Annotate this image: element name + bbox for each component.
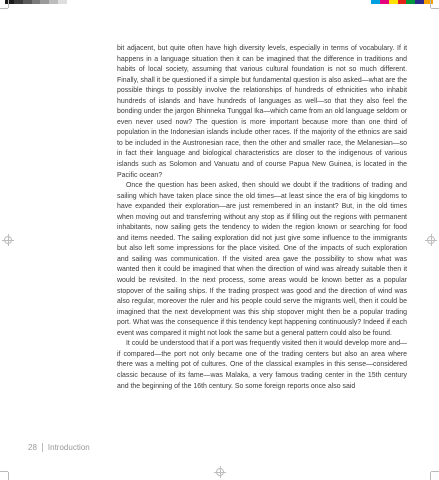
registration-mark-icon (427, 236, 435, 244)
color-swatch (389, 0, 398, 4)
paragraph: bit adjacent, but quite often have high diversity levels, especially in terms of vocabulary. If it happens in a language situation then it can be imagined that the difference in traditions and habits of local society, assuming that various cultural foundation is not so much different. Finally, shall it be questioned if a simple but fundamental question is also asked—what are the possible things to possibly involve the relationships of hundreds of ethnicities who inhabit hundreds of islands and have hundreds of languages as well—so that they also feel the bonding under the jargon Bhinneka Tunggal Ika—which came from an old language seldom or even never used now? The question is more important because more than one third of population in the Indonesian islands include other races. If the majority of the ethnics are said to be included in the Austronesian race, then the other and smaller race, the Melanesian—so in fact their language and biological characteristics are closer to the indigenous of various islands such as Solomon and Vanuatu and of course Papua New Guinea, is located in the Pacific ocean? (117, 45, 407, 179)
paragraph: It could be understood that if a port was frequently visited then it would develop more and—if compared—the port not only became one of the trading centers but also an area where there was a melting pot of cultures. One of the classical examples in this sense—considered classic because of its fame—was Malaka, a very famous trading center in the 15th century and the beginning of the 16th century. So some foreign reports once also said (117, 340, 407, 390)
crop-mark (8, 472, 9, 480)
crop-mark (430, 0, 431, 8)
color-calibration-bar (371, 0, 433, 4)
gray-swatch (58, 0, 67, 4)
registration-mark-icon (216, 468, 224, 476)
color-swatch (380, 0, 389, 4)
page-number: 28 (28, 443, 37, 452)
body-text (117, 44, 407, 392)
gray-swatch (5, 0, 14, 4)
color-swatch (415, 0, 424, 4)
color-swatch (406, 0, 415, 4)
gray-swatch (32, 0, 41, 4)
crop-mark (430, 472, 431, 480)
gray-swatch (23, 0, 32, 4)
crop-mark (8, 0, 9, 8)
running-section-title: Introduction (47, 443, 90, 452)
crop-mark (0, 471, 8, 472)
gray-swatch (40, 0, 49, 4)
paragraph: Once the question has been asked, then should we doubt if the traditions of trading and sailing which have taken place since the old times—at least since the era of big kingdoms to have expanded their exploration—are just remembered in an instant? But, in the old times when moving out and transferring without any stop as if filling out the regions with permanent inhabitants, now sailing gets the tendency to widen the region known or searching for food and items needed. The sailing exploration did not just give some influence to the immigrants but also left some impressions for the place visited. One of the impacts of such exploration and sailing was communication. If the visited area gave the possibility to show what was wanted then it could be imagined that when the direction of wind was already suitable then it would be revisited. In the next process, some areas would be known better as a popular stopover of the sailing ships. If the trading prospect was good and the direction of wind was also regular, moreover the ruler and his people could serve the migrants well, then it could be imagined that the next development was this ship stopover might then be a popular trading port. What was the consequence if this tendency kept happening continuously? Indeed if each event was compared it might not look the same but a general pattern could also be found. (117, 182, 407, 337)
color-swatch (371, 0, 380, 4)
crop-mark (0, 8, 8, 9)
registration-mark-icon (4, 236, 12, 244)
crop-mark (431, 8, 439, 9)
footer-divider (42, 443, 43, 452)
gray-swatch (14, 0, 23, 4)
color-swatch (424, 0, 433, 4)
color-swatch (398, 0, 407, 4)
crop-mark (431, 471, 439, 472)
page-footer (28, 443, 90, 452)
gray-swatch (49, 0, 58, 4)
grayscale-calibration-bar (5, 0, 67, 4)
